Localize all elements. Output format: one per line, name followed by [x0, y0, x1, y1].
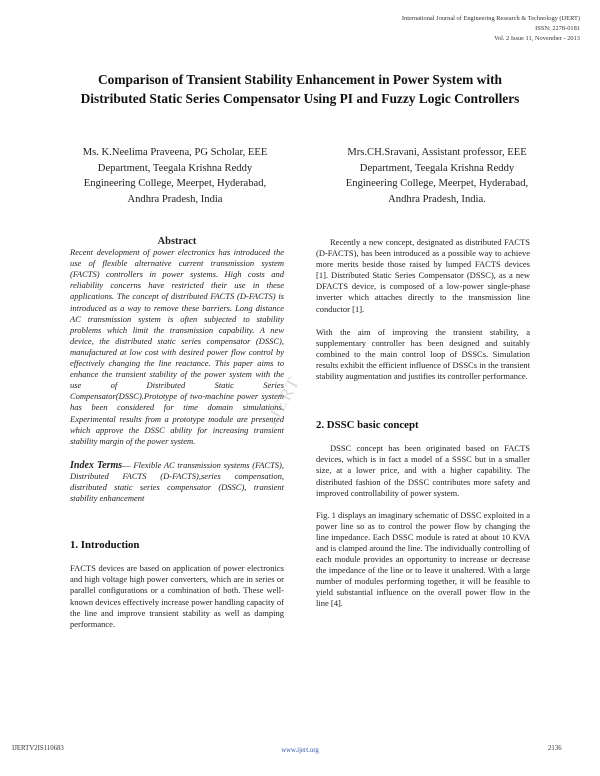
author-1-line: Andhra Pradesh, India: [127, 193, 223, 205]
journal-issn: ISSN: 2278-0181: [535, 25, 580, 32]
section-2-heading: 2. DSSC basic concept: [316, 419, 419, 432]
footer-website-link[interactable]: www.ijert.org: [281, 747, 319, 754]
author-2-line: Mrs.CH.Sravani, Assistant professor, EEE: [347, 147, 527, 158]
title-line-2: Distributed Static Series Compensator Using PI and Fuzzy Logic Controllers: [80, 91, 520, 106]
ijert-watermark: IJERT: [262, 372, 304, 429]
title-line-1: Comparison of Transient Stability Enhancement in Power System with: [98, 72, 502, 87]
author-2-line: Department, Teegala Krishna Reddy: [359, 162, 515, 174]
author-1-line: Ms. K.Neelima Praveena, PG Scholar, EEE: [82, 147, 268, 158]
footer-page-number: 2136: [548, 745, 562, 752]
index-terms-dash: —: [122, 459, 134, 470]
paragraph-fig-1: Fig. 1 displays an imaginary schematic of DSSC exploited in a power line so as to control the power flow by changing the line impedance. Each DSSC module is rated at about 10 KVA and is clamped around the line. The individually controlling of each module provides an opportunity to increase or decrease the impedance of the line or to leave it unaltered. With a large number of modules performing together, it will be feasible to yield substantial influence on the overall power flow in the line [4].: [316, 509, 530, 609]
index-terms-text: Flexible AC transmission systems (FACTS), Distributed FACTS (D-FACTS),series compensation, distributed static series compensator (DSSC), transient stability enhancement: [70, 459, 285, 504]
paragraph-transient-aim: With the aim of improving the transient stability, a supplementary controller has been designed and suitably combined to the main control loop of DSSCs. Simulation results exhibit the efficient influence of DSSCs in the transient stability augmentation and justifies its controller performance.: [316, 326, 530, 382]
journal-name: International Journal of Engineering Research & Technology (IJERT): [401, 15, 580, 22]
author-2-line: Andhra Pradesh, India.: [388, 193, 486, 205]
abstract-heading: Abstract: [157, 236, 197, 247]
introduction-text: FACTS devices are based on application of power electronics and high voltage high power converters, which are in series or parallel configurations or a combination of both. These well-known devices effectively increase power handling capacity of the line and improve transient stability as well as damping performance.: [70, 563, 284, 629]
author-2: [312, 145, 562, 207]
author-2-line: Engineering College, Meerpet, Hyderabad,: [345, 178, 529, 189]
footer-paper-id: IJERTV2IS110683: [12, 745, 64, 752]
paragraph-recent-concept: Recently a new concept, designated as distributed FACTS (D-FACTS), has been introduced as a possible way to achieve more merits beside those raised by lumped FACTS devices [1]. Distributed Static Series Compensator (DSSC), as a new DFACTS device, is composed of a low-power single-phase inverter which attaches directly to the transmission line conductor [1].: [316, 237, 530, 314]
index-terms-label: Index Terms: [70, 459, 123, 471]
journal-header: [402, 14, 580, 44]
abstract-text: Recent development of power electronics has introduced the use of flexible alternative current transmission system (FACTS) controllers in power systems. High costs and reliability concerns have restricted their use in these applications. The concept of distributed FACTS (D-FACTS) is introduced as a way to remove these barriers. Long distance AC transmission system is often subjected to stability problems which limit the transmission capability. A new device, the distributed static series compensator (DSSC), manufactured at low cost with desired power flow control by effectively changing the line reactance. This paper aims to enhance the transient stability of the power system with the use of Distributed Static Series Compensator(DSSC).Prototype of two-machine power system has been considered for time domain simulations. Experimental results from a prototype module are presented which approve the DSSC ability for increasing transient stability margin of the power system.: [70, 247, 284, 446]
author-1: [50, 145, 300, 207]
author-1-line: Engineering College, Meerpet, Hyderabad,: [83, 178, 267, 189]
left-column: [70, 236, 284, 630]
right-column: [316, 237, 530, 610]
index-terms: [70, 460, 284, 504]
author-1-line: Department, Teegala Krishna Reddy: [97, 162, 253, 174]
paragraph-dssc-concept: DSSC concept has been originated based on FACTS devices, which is in fact a model of a SSSC but in a smaller size, at a lower price, and with a higher capability. The distributed fashion of the DSSC contributes more safety and improved controllability of power system.: [316, 443, 530, 498]
introduction-heading: 1. Introduction: [70, 539, 140, 552]
paper-title: [0, 70, 600, 108]
journal-volume: Vol. 2 Issue 11, November - 2013: [494, 35, 580, 42]
